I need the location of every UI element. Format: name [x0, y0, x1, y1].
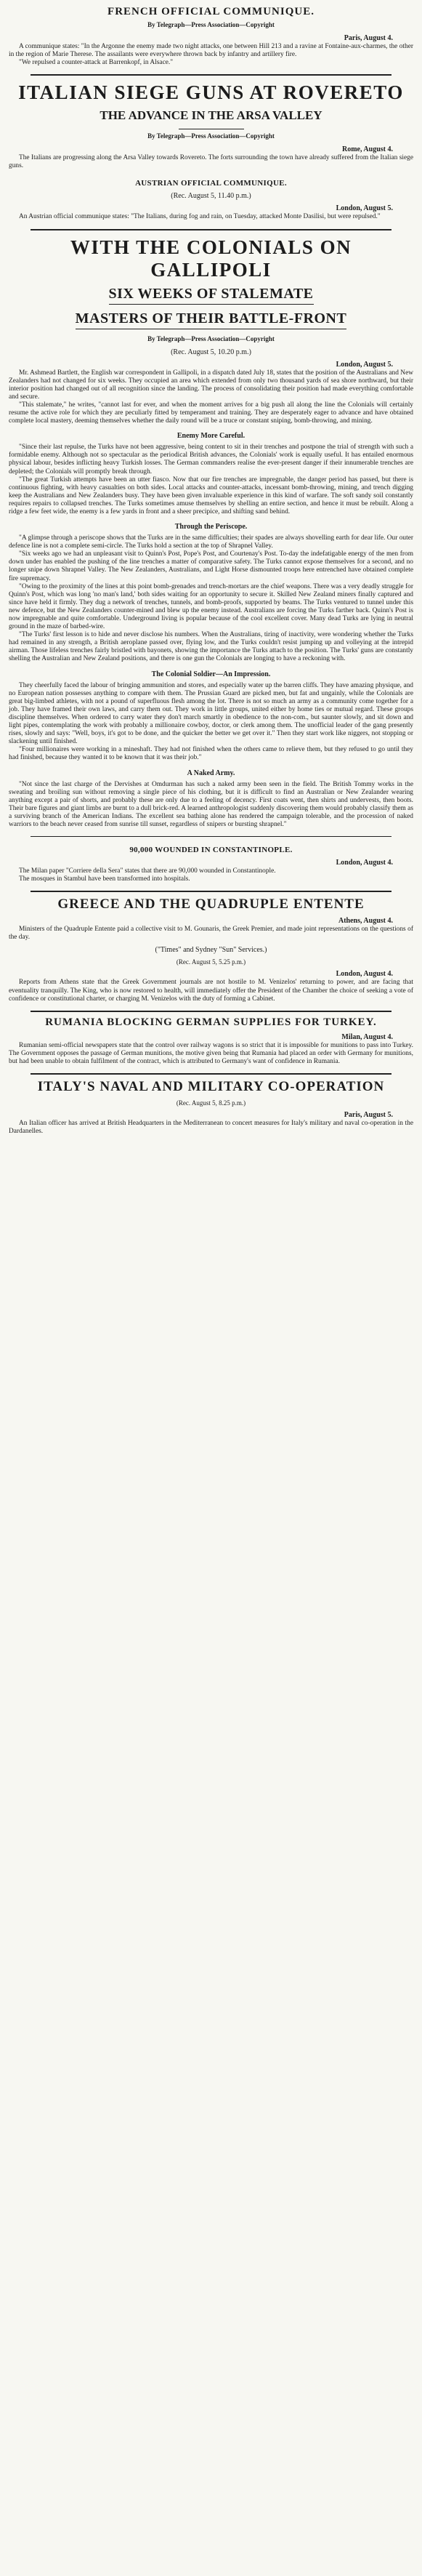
headline: ITALIAN SIEGE GUNS AT ROVERETO	[18, 81, 404, 104]
article-italian-siege-guns	[9, 81, 413, 221]
paragraph: "Six weeks ago we had an unpleasant visit to Quinn's Post, Pope's Post, and Courtenay's Post. To-day the indefatigable energy of the men from down under has enabled the pushing of the line trenches a matter of comparative safety. The Turks cannot expose themselves for a second, and no longer snipe down Shrapnel Valley. The New Zealanders, Australians, and Light Horse dismounted troops here entrenched have obtained complete fire supremacy.	[9, 550, 413, 582]
dateline: Rome, August 4.	[341, 145, 393, 154]
article-rumania	[9, 1016, 413, 1066]
paragraph: "Since their last repulse, the Turks have not been aggressive, being content to sit in their trenches and postpone the trial of strength with such a formidable enemy. Although not so spectacular as the periodical British advances, the Colonials' work is equally useful. It has entailed enormous physical labour, besides inflicting heavy Turkish losses. The German commanders realise the ever-present danger if their innumerable trenches are depleted; the Colonials will promptly break through.	[9, 444, 413, 476]
paragraph: "The Turks' first lesson is to hide and never disclose his numbers. When the Australians, tiring of inactivity, were wondering whether the Turks had remained in any strength, a British aeroplane passed over, flying low, and the Turks couldn't resist jumping up and volleying at the intrepid airman. Those lifeless trenches fairly bristled with bayonets, showing the importance the Turks attach to the position. The Turks' guns are constantly shelling the Australian and New Zealand positions, and there is one gun the Colonials are longing to have a reckoning with.	[9, 631, 413, 663]
dateline: Milan, August 4.	[341, 1032, 393, 1041]
article-gallipoli	[9, 236, 413, 830]
paragraph: "Owing to the proximity of the lines at this point bomb-grenades and trench-mortars are the chief weapons. There was a very deadly struggle for Quinn's Post, which was long 'no man's land,' both sides waiting for an opportunity to secure it. Skilled New Zealand miners finally captured and since have held it firmly. They dug a network of trenches, tunnels, and bomb-proofs, supported by beams. The Turks ventured to tunnel under this new defence, but the New Zealanders counter-mined and blew up the enemy instead. Australians are forcing the Turks farther back. Quinn's Post is now impregnable and quite comfortable. Underground living is popular because of the cool excellent cover. Many dead Turks are lying in neutral ground in the maze of barbed-wire.	[9, 582, 413, 631]
paragraph: "The great Turkish attempts have been an utter fiasco. Now that our fire trenches are impregnable, the danger period has passed, but there is continuous fighting, with heavy casualties on both sides. Local attacks and counter-attacks, incessant bomb-throwing, mining, and trench digging keep the Australians and New Zealanders busy. They have been given invaluable experience in this kind of warfare. The soft sandy soil constantly requires repairs to collapsed trenches. The Turks sometimes amuse themselves by shelling an entire section, and hence it must be rebuilt. Along a ridge a few feet wide, the enemy is a few yards in front and a sheer precipice, and shifting sand behind.	[9, 476, 413, 515]
article-italy-cooperation	[9, 1079, 413, 1136]
subheadline	[9, 286, 413, 305]
paragraph: Mr. Ashmead Bartlett, the English war correspondent in Gallipoli, in a dispatch dated July 18, states that the position of the Australians and New Zealanders had not changed for six weeks. They occupied an area which extended from only two thousand yards of sea shore northward, but their interior position had changed out of all recognition since the landing. The process of consolidating their position had made everything comfortable and secure.	[9, 369, 413, 401]
divider	[31, 891, 391, 892]
headline: FRENCH OFFICIAL COMMUNIQUE.	[107, 6, 315, 17]
byline: By Telegraph—Press Association—Copyright	[147, 132, 275, 140]
divider	[31, 1073, 391, 1075]
headline: 90,000 WOUNDED IN CONSTANTINOPLE.	[129, 846, 293, 855]
dateline: London, August 5.	[336, 360, 393, 369]
headline: ITALY'S NAVAL AND MILITARY CO-OPERATION	[37, 1079, 385, 1094]
received-time: (Rec. August 5, 11.40 p.m.)	[171, 192, 251, 201]
paragraph: "A glimpse through a periscope shows that the Turks are in the same difficulties; their spades are always shovelling earth for dear life. Our outer defence line is not a complete semi-circle. The Turks hold a section at the top of Shrapnel Valley.	[9, 534, 413, 550]
section-heading: AUSTRIAN OFFICIAL COMMUNIQUE.	[135, 179, 287, 188]
dateline: London, August 4.	[336, 859, 393, 867]
newspaper-page	[0, 0, 422, 1136]
dateline: Paris, August 5.	[344, 1111, 393, 1119]
divider	[31, 229, 391, 230]
article-constantinople	[9, 846, 413, 883]
subheadline-text: SIX WEEKS OF STALEMATE	[109, 286, 314, 305]
divider	[31, 1011, 391, 1012]
subheadline: THE ADVANCE IN THE ARSA VALLEY	[100, 108, 322, 123]
paragraph: The mosques in Stambul have been transformed into hospitals.	[19, 875, 190, 883]
section-heading: Enemy More Careful.	[176, 432, 246, 441]
received-time: (Rec. August 5, 10.20 p.m.)	[171, 348, 251, 356]
paragraph: "We repulsed a counter-attack at Barrenkopf, in Alsace."	[19, 59, 174, 67]
paragraph: The Italians are progressing along the Arsa Valley towards Rovereto. The forts surrounding the town have already suffered from the Italian siege guns.	[9, 154, 413, 170]
headline: RUMANIA BLOCKING GERMAN SUPPLIES FOR TURKEY.	[45, 1016, 377, 1028]
paragraph: "Not since the last charge of the Dervishes at Omdurman has such a naked army been seen in the field. The British Tommy works in the sweating and broiling sun without removing a single piece of his clothing, but it is difficult to find an Australian or New Zealander wearing anything except a pair of shorts, and probably these are only due to a feeling of decency. First coats went, then shirts and undervests, then boots. Their bare figures and giant limbs are burnt to a dull brick-red. A learned anthropologist suddenly discovering them would probably classify them as a surviving branch of the American Indians. The excellent sea bathing alone has rendered the campaign tolerable, and the procession of naked warriors to the beach never ceased from sunrise till sunset, regardless of snipers or bursting shrapnel."	[9, 780, 413, 828]
dateline: London, August 5.	[336, 204, 393, 213]
paragraph: An Austrian official communique states: "The Italians, during fog and rain, on Tuesday, attacked Monte Dasilisi, but were repulsed."	[19, 213, 381, 221]
dateline: London, August 4.	[336, 970, 393, 979]
paragraph: "This stalemate," he writes, "cannot last for ever, and when the moment arrives for a big push all along the line the Colonials will certainly resume the active role for which they are peculiarly fitted by temperament and training. They are desperately eager to advance and have obtained complete local mastery, deeming themselves whether the daily round will be a truce or constant sniping, bomb-throwing, and mining.	[9, 401, 413, 425]
subheadline	[9, 310, 413, 329]
byline: By Telegraph—Press Association—Copyright	[147, 334, 275, 342]
dateline: Paris, August 4.	[344, 34, 393, 42]
sources-line: ("Times" and Sydney "Sun" Services.)	[155, 946, 267, 955]
paragraph: Reports from Athens state that the Greek Government journals are not hostile to M. Venizelos' returning to power, and are facing that eventuality tranquilly. The King, who is now restored to health, will immediately offer the President of the Chamber the choice of seeking a vote of confidence or constitutional charter, or charging M. Venizelos with the duty of forming a Cabinet.	[9, 979, 413, 1003]
headline: WITH THE COLONIALS ON GALLIPOLI	[70, 236, 352, 281]
byline: By Telegraph—Press Association—Copyright	[147, 21, 275, 28]
section-heading: A Naked Army.	[187, 769, 235, 777]
paragraph: They cheerfully faced the labour of bringing ammunition and stores, and especially water up the barren cliffs. They have amazing physique, and no European nation possesses anything to compare with them. The Prussian Guard are picked men, but fat and ungainly, while the Colonials are great big-limbed athletes, with not a pound of superfluous flesh among the lot. There is not so much an army as a community come together for a job. They have framed their own laws, and carry them out. They work in little groups, united either by home ties or mutual regard. These groups discipline themselves. When ordered to carry water they don't march smartly in obedience to the non-com., but saunter slowly, and sit down and light pipes, contemplating the work with probably a millionaire cowboy, doctor, or clerk among them. The unofficial leader of the gang presently rises, slowly and says: "Well, boys, it's got to be done, and the quicker the better we get over it." Then they start work like niggers, not stopping or slackening until finished.	[9, 681, 413, 746]
paragraph: Ministers of the Quadruple Entente paid a collective visit to M. Gounaris, the Greek Premier, and made joint representations on the questions of the day.	[9, 926, 413, 942]
divider	[31, 74, 391, 76]
received-time: (Rec. August 5, 8.25 p.m.)	[176, 1099, 246, 1107]
section-heading: Through the Periscope.	[174, 523, 248, 531]
article-french-communique	[9, 6, 413, 67]
section-heading: The Colonial Soldier—An Impression.	[151, 670, 271, 678]
paragraph: Rumanian semi-official newspapers state that the control over railway wagons is so strict that it is impossible for munitions to pass into Turkey. The Government opposes the passage of German munitions, the motive given being that Rumania had placed an order with Germany for munitions, but had been unable to obtain fulfilment of the contract, which is attributed to Germany's want of confidence in Rumania.	[9, 1041, 413, 1065]
received-time: (Rec. August 5, 5.25 p.m.)	[176, 958, 246, 966]
paragraph: A communique states: "In the Argonne the enemy made two night attacks, one between Hill 213 and a ravine at Fontaine-aux-charmes, the other in the region of Marie Therese. The assailants were everywhere thrown back by infantry and artillery fire.	[9, 43, 413, 59]
paragraph: The Milan paper "Corriere della Sera" states that there are 90,000 wounded in Constantinople.	[19, 867, 276, 875]
article-greece	[9, 896, 413, 1003]
subheadline-text: MASTERS OF THEIR BATTLE-FRONT	[76, 310, 347, 329]
paragraph: "Four millionaires were working in a mineshaft. They had not finished when the others came to relieve them, but they refused to go until they had finished, because they wanted it to be known that it was their job."	[9, 746, 413, 762]
dateline: Athens, August 4.	[338, 917, 393, 926]
headline: GREECE AND THE QUADRUPLE ENTENTE	[57, 896, 365, 912]
paragraph: An Italian officer has arrived at British Headquarters in the Mediterranean to concert measures for Italy's military and naval co-operation in the Dardanelles.	[9, 1120, 413, 1136]
divider	[31, 836, 391, 837]
